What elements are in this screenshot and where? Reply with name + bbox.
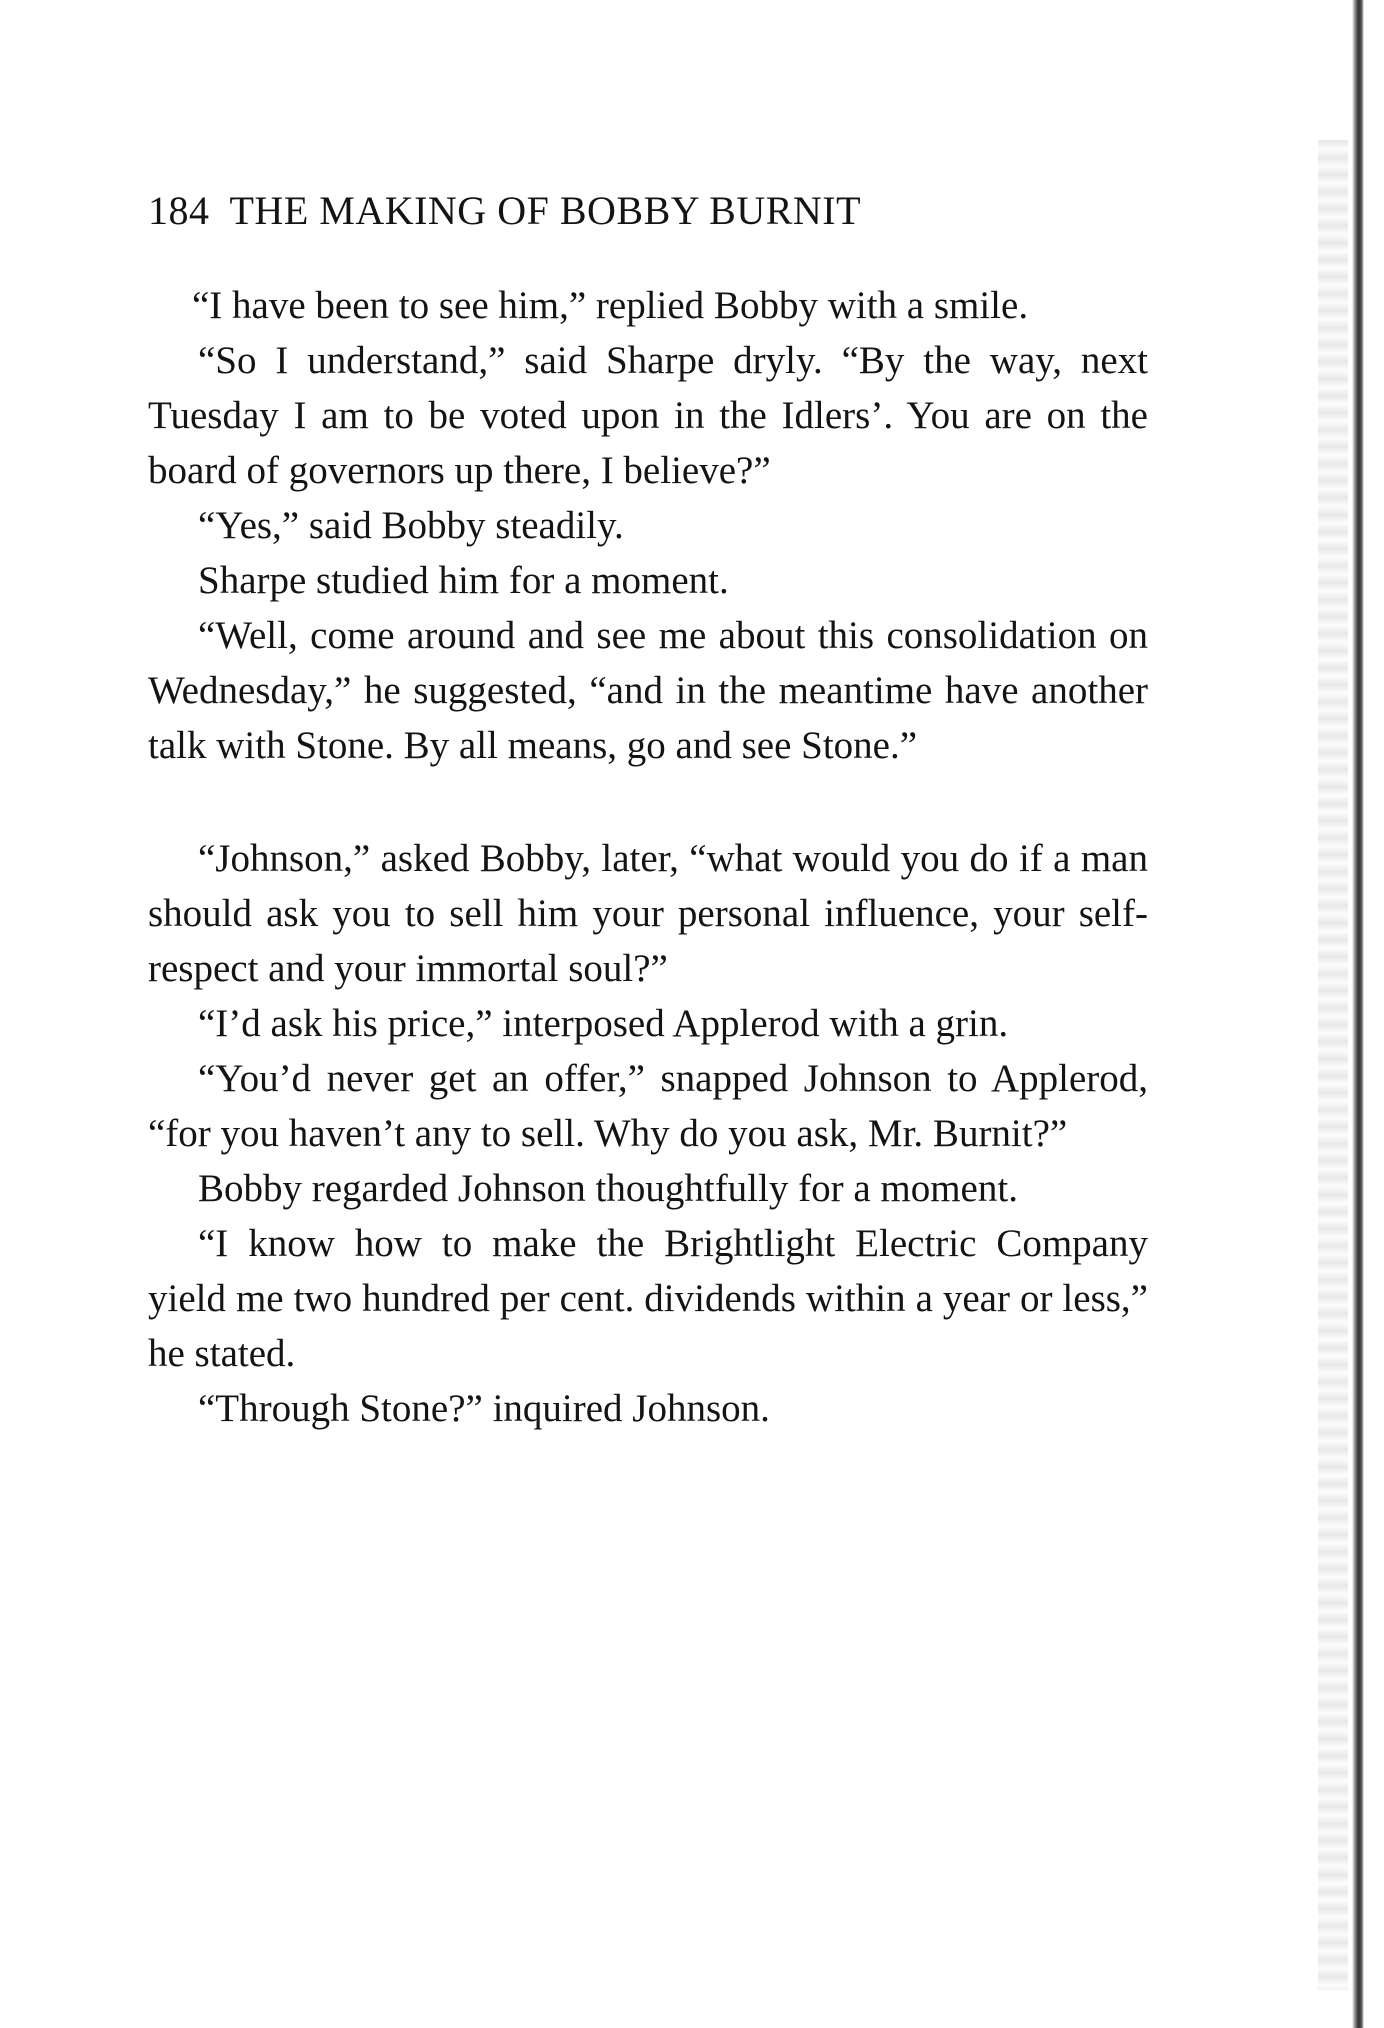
paragraph: “Well, come around and see me about this consolidation on Wednesday,” he suggested, “and in the meantime have another talk with Stone. By all means, go and see Stone.”: [148, 614, 1148, 767]
body-text: [148, 278, 1148, 1436]
paragraph: “Yes,” said Bobby steadily.: [198, 504, 624, 547]
paragraph: “I have been to see him,” replied Bobby with a smile.: [192, 284, 1029, 327]
paragraph: “I’d ask his price,” interposed Applerod with a grin.: [198, 1002, 1009, 1045]
paragraph: Bobby regarded Johnson thoughtfully for a moment.: [198, 1167, 1018, 1210]
running-header: [148, 186, 1048, 236]
paragraph: Sharpe studied him for a moment.: [198, 559, 729, 602]
page-number: 184: [148, 188, 210, 233]
paragraph: “You’d never get an offer,” snapped Johnson to Applerod, “for you haven’t any to sell. Why do you ask, Mr. Burnit?”: [148, 1057, 1148, 1155]
paragraph: “Johnson,” asked Bobby, later, “what would you do if a man should ask you to sell him your personal influence, your self-respect and your immortal soul?”: [148, 837, 1148, 990]
page-edge-shadow: [1352, 0, 1364, 2028]
page-edge-shading: [1318, 140, 1348, 1990]
paragraph: “So I understand,” said Sharpe dryly. “By the way, next Tuesday I am to be voted upon in the Idlers’. You are on the board of governors up there, I believe?”: [148, 339, 1148, 492]
paragraph: “Through Stone?” inquired Johnson.: [198, 1387, 770, 1430]
paragraph: “I know how to make the Brightlight Electric Company yield me two hundred per cent. dividends within a year or less,” he stated.: [148, 1222, 1148, 1375]
section-break: [148, 773, 1148, 831]
running-title: THE MAKING OF BOBBY BURNIT: [229, 188, 862, 233]
